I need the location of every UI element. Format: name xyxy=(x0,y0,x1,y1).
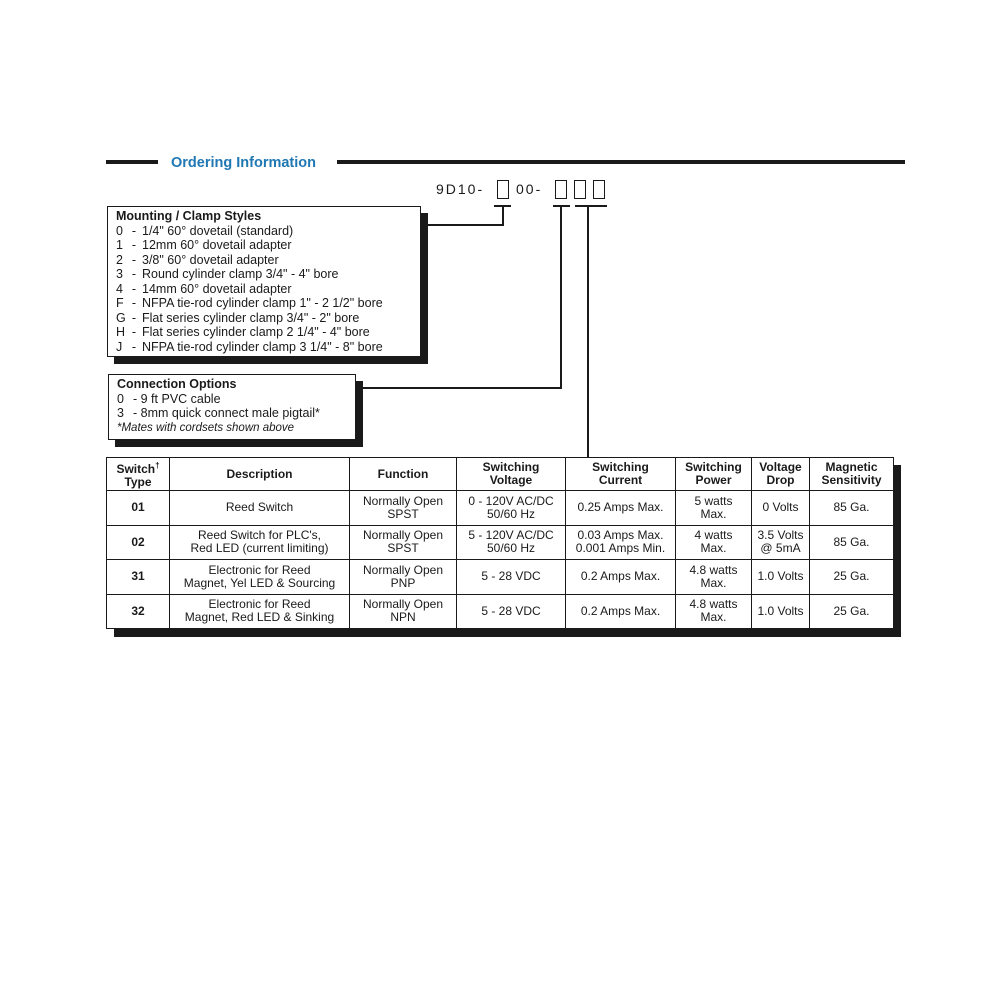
mounting-item: J - NFPA tie-rod cylinder clamp 3 1/4" - 8" bore xyxy=(116,339,383,354)
mounting-item: 3 - Round cylinder clamp 3/4" - 4" bore xyxy=(116,267,339,281)
mounting-box xyxy=(107,206,421,357)
cell-function: Normally Open SPST xyxy=(350,525,457,560)
cell-type: 32 xyxy=(107,594,170,629)
mounting-item: H - Flat series cylinder clamp 2 1/4" - 4" bore xyxy=(116,325,370,339)
header-switching-voltage: Switching Voltage xyxy=(457,458,566,491)
cell-power: 4.8 watts Max. xyxy=(676,560,752,595)
mounting-item: G - Flat series cylinder clamp 3/4" - 2" bore xyxy=(116,310,360,325)
cell-description: Electronic for Reed Magnet, Yel LED & Sourcing xyxy=(170,560,350,595)
cell-type: 02 xyxy=(107,525,170,560)
table-row xyxy=(107,491,894,526)
cell-drop: 3.5 Volts @ 5mA xyxy=(752,525,810,560)
section-title: Ordering Information xyxy=(171,155,316,171)
header-function: Function xyxy=(350,458,457,491)
cell-type: 31 xyxy=(107,560,170,595)
connector-mounting-v xyxy=(502,206,504,226)
table-header-row xyxy=(107,458,894,491)
cell-description: Electronic for Reed Magnet, Red LED & Sinking xyxy=(170,594,350,629)
cell-sensitivity: 85 Ga. xyxy=(810,491,894,526)
table-row xyxy=(107,594,894,629)
header-rule-left xyxy=(106,160,158,164)
part-number-prefix: 9D10- xyxy=(436,181,485,197)
part-number-slot-connection xyxy=(555,180,567,199)
header-description: Description xyxy=(170,458,350,491)
mounting-title: Mounting / Clamp Styles xyxy=(116,209,262,223)
connection-title: Connection Options xyxy=(117,377,237,391)
cell-type: 01 xyxy=(107,491,170,526)
switch-spec-table xyxy=(106,457,894,629)
cell-current: 0.2 Amps Max. xyxy=(566,594,676,629)
header-magnetic-sensitivity: Magnetic Sensitivity xyxy=(810,458,894,491)
part-number-middle: 00- xyxy=(516,181,543,197)
connection-note: *Mates with cordsets shown above xyxy=(117,421,295,434)
cell-voltage: 5 - 28 VDC xyxy=(457,594,566,629)
connector-type-v xyxy=(587,206,589,458)
mounting-item: 2 - 3/8" 60° dovetail adapter xyxy=(116,252,279,267)
cell-power: 4.8 watts Max. xyxy=(676,594,752,629)
header-switching-current: Switching Current xyxy=(566,458,676,491)
cell-description: Reed Switch for PLC's, Red LED (current limiting) xyxy=(170,525,350,560)
cell-current: 0.03 Amps Max. 0.001 Amps Min. xyxy=(566,525,676,560)
header-rule-right xyxy=(337,160,905,164)
cell-voltage: 5 - 28 VDC xyxy=(457,560,566,595)
mounting-item: F - NFPA tie-rod cylinder clamp 1" - 2 1/2" bore xyxy=(116,296,383,310)
cell-voltage: 0 - 120V AC/DC 50/60 Hz xyxy=(457,491,566,526)
cell-function: Normally Open SPST xyxy=(350,491,457,526)
cell-sensitivity: 25 Ga. xyxy=(810,594,894,629)
part-number-slot-type-1 xyxy=(574,180,586,199)
cell-drop: 1.0 Volts xyxy=(752,594,810,629)
cell-current: 0.2 Amps Max. xyxy=(566,560,676,595)
header-switch-type: Switch† Type xyxy=(107,458,170,491)
connection-item: 3 - 8mm quick connect male pigtail* xyxy=(117,406,320,420)
cell-power: 4 watts Max. xyxy=(676,525,752,560)
cell-drop: 0 Volts xyxy=(752,491,810,526)
mounting-item: 1 - 12mm 60° dovetail adapter xyxy=(116,238,292,252)
cell-sensitivity: 85 Ga. xyxy=(810,525,894,560)
mounting-item: 0 - 1/4" 60° dovetail (standard) xyxy=(116,223,294,238)
header-voltage-drop: Voltage Drop xyxy=(752,458,810,491)
connector-mounting-h xyxy=(420,224,504,226)
part-number-slot-mounting xyxy=(497,180,509,199)
table-row xyxy=(107,560,894,595)
mounting-item: 4 - 14mm 60° dovetail adapter xyxy=(116,281,292,296)
part-number-slot-type-2 xyxy=(593,180,605,199)
cell-function: Normally Open NPN xyxy=(350,594,457,629)
connector-connection-v xyxy=(560,206,562,389)
cell-function: Normally Open PNP xyxy=(350,560,457,595)
connection-box xyxy=(108,374,356,440)
cell-description: Reed Switch xyxy=(170,491,350,526)
header-switching-power: Switching Power xyxy=(676,458,752,491)
cell-power: 5 watts Max. xyxy=(676,491,752,526)
connector-connection-h xyxy=(356,387,562,389)
cell-voltage: 5 - 120V AC/DC 50/60 Hz xyxy=(457,525,566,560)
cell-current: 0.25 Amps Max. xyxy=(566,491,676,526)
slot-bar-type xyxy=(575,205,607,207)
table-row xyxy=(107,525,894,560)
cell-drop: 1.0 Volts xyxy=(752,560,810,595)
cell-sensitivity: 25 Ga. xyxy=(810,560,894,595)
connection-item: 0 - 9 ft PVC cable xyxy=(117,391,221,406)
